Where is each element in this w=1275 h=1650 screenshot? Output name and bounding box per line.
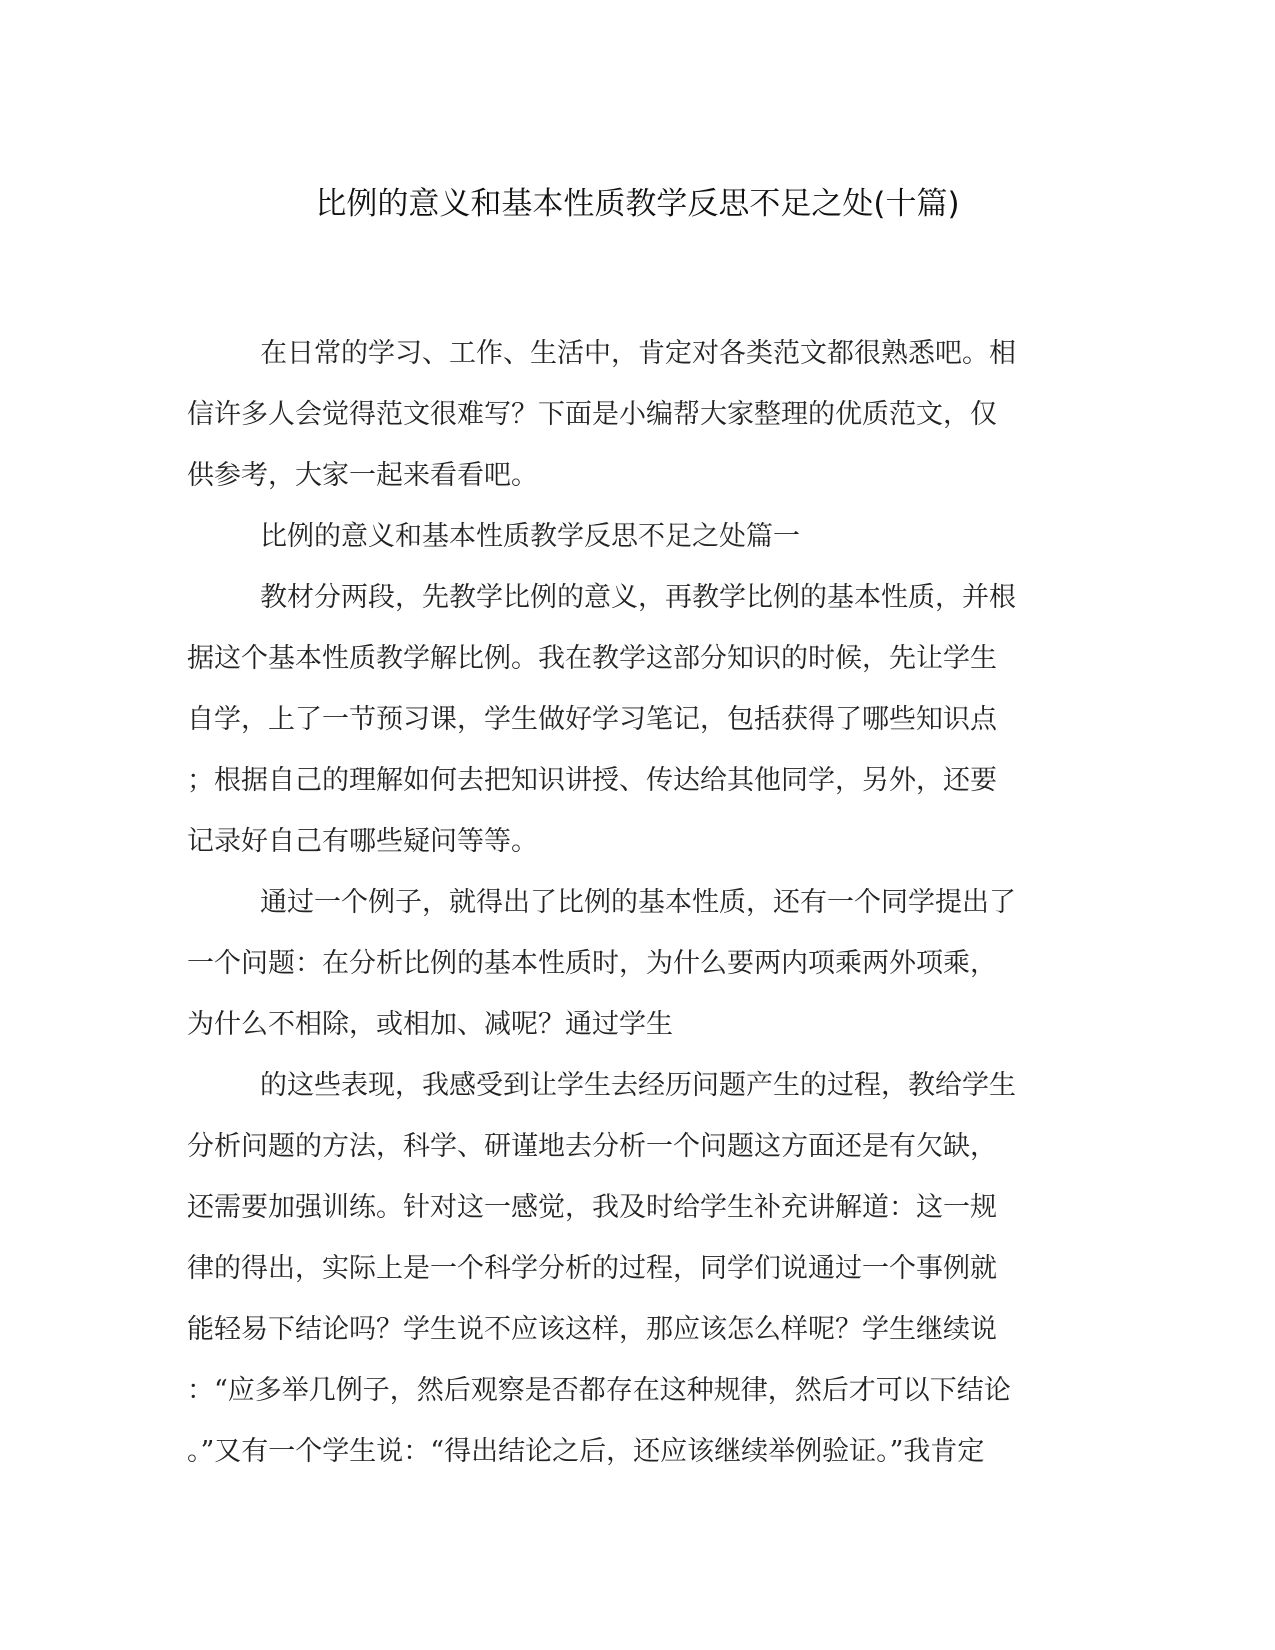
body-text-line: 信许多人会觉得范文很难写？下面是小编帮大家整理的优质范文，仅 (187, 399, 997, 430)
body-text-line: 的这些表现，我感受到让学生去经历问题产生的过程，教给学生 (260, 1070, 1016, 1101)
body-text-line: 自学，上了一节预习课，学生做好学习笔记，包括获得了哪些知识点 (187, 704, 997, 735)
body-text-line: 分析问题的方法，科学、研谨地去分析一个问题这方面还是有欠缺， (187, 1131, 997, 1162)
body-text-line: 律的得出，实际上是一个科学分析的过程，同学们说通过一个事例就 (187, 1253, 997, 1284)
body-text-line: 一个问题：在分析比例的基本性质时，为什么要两内项乘两外项乘， (187, 948, 997, 979)
body-text-line: 还需要加强训练。针对这一感觉，我及时给学生补充讲解道：这一规 (187, 1192, 997, 1223)
body-text-line: 。”又有一个学生说：“得出结论之后，还应该继续举例验证。”我肯定 (187, 1436, 985, 1467)
document-body (187, 323, 1087, 1482)
body-text-line: 供参考，大家一起来看看吧。 (187, 460, 538, 491)
body-text-line: 通过一个例子，就得出了比例的基本性质，还有一个同学提出了 (260, 887, 1016, 918)
body-text-line: 教材分两段，先教学比例的意义，再教学比例的基本性质，并根 (260, 582, 1016, 613)
body-text-line: ：“应多举几例子，然后观察是否都存在这种规律，然后才可以下结论 (187, 1375, 1011, 1406)
body-text-line: 记录好自己有哪些疑问等等。 (187, 826, 538, 857)
document-title: 比例的意义和基本性质教学反思不足之处(十篇) (315, 186, 960, 222)
body-text-line: 在日常的学习、工作、生活中，肯定对各类范文都很熟悉吧。相 (260, 338, 1016, 369)
body-text-line: 为什么不相除，或相加、减呢？通过学生 (187, 1009, 673, 1040)
body-text-line: 据这个基本性质教学解比例。我在教学这部分知识的时候，先让学生 (187, 643, 997, 674)
body-text-line: 比例的意义和基本性质教学反思不足之处篇一 (260, 521, 800, 552)
body-text-line: 能轻易下结论吗？学生说不应该这样，那应该怎么样呢？学生继续说 (187, 1314, 997, 1345)
body-text-line: ；根据自己的理解如何去把知识讲授、传达给其他同学，另外，还要 (187, 765, 997, 796)
